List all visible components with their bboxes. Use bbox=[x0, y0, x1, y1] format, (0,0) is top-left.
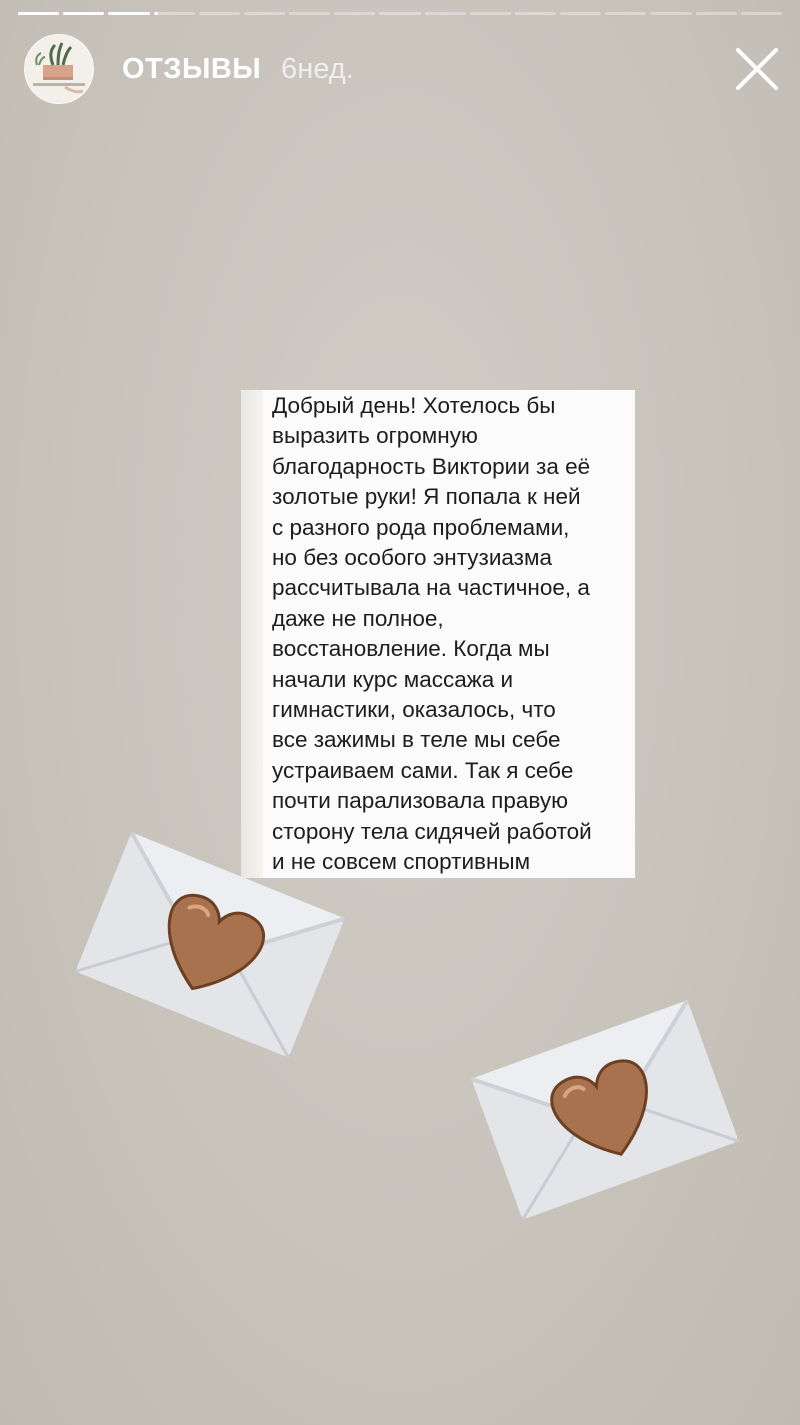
progress-segment-fill bbox=[18, 12, 59, 15]
progress-segment bbox=[244, 12, 285, 15]
plant-pot-avatar-icon bbox=[25, 35, 93, 103]
review-line: золотые руки! Я попала к ней bbox=[272, 484, 581, 510]
progress-segment bbox=[289, 12, 330, 15]
progress-segment bbox=[425, 12, 466, 15]
progress-segment bbox=[199, 12, 240, 15]
review-line: гимнастики, оказалось, что bbox=[272, 697, 556, 723]
review-line: сторону тела сидячей работой bbox=[272, 818, 592, 844]
review-line: начали курс массажа и bbox=[272, 666, 514, 692]
review-line: даже не полное, bbox=[272, 605, 444, 631]
story-header bbox=[24, 34, 354, 104]
progress-segment-fill bbox=[63, 12, 104, 15]
progress-segment bbox=[18, 12, 59, 15]
progress-segment bbox=[63, 12, 104, 15]
review-line: рассчитывала на частичное, а bbox=[272, 575, 590, 601]
progress-segment bbox=[650, 12, 691, 15]
review-screenshot bbox=[241, 390, 635, 878]
review-left-edge bbox=[241, 390, 263, 878]
review-line: с разного рода проблемами, bbox=[272, 514, 570, 540]
review-line: благодарность Виктории за её bbox=[272, 453, 591, 479]
progress-segment bbox=[560, 12, 601, 15]
progress-segment bbox=[696, 12, 737, 15]
love-letter-envelope-icon bbox=[70, 820, 350, 1070]
love-letter-envelope-icon bbox=[460, 990, 750, 1230]
progress-segment bbox=[108, 12, 149, 15]
story-progress-bar bbox=[18, 12, 782, 16]
progress-segment bbox=[470, 12, 511, 15]
progress-segment bbox=[605, 12, 646, 15]
progress-segment bbox=[515, 12, 556, 15]
progress-segment-fill bbox=[154, 12, 158, 15]
review-line: все зажимы в теле мы себе bbox=[272, 727, 561, 753]
close-button[interactable] bbox=[734, 46, 780, 92]
review-text bbox=[272, 390, 632, 878]
account-avatar[interactable] bbox=[24, 34, 94, 104]
close-icon bbox=[734, 46, 780, 92]
post-time: 6нед. bbox=[281, 52, 354, 85]
review-line: устраиваем сами. Так я себе bbox=[272, 757, 574, 783]
review-line: но без особого энтузиазма bbox=[272, 545, 552, 571]
progress-segment bbox=[379, 12, 420, 15]
account-name[interactable]: ОТЗЫВЫ bbox=[122, 52, 262, 85]
progress-segment bbox=[154, 12, 195, 15]
review-line: и не совсем спортивным bbox=[272, 849, 531, 875]
progress-segment-fill bbox=[108, 12, 149, 15]
review-line: Добрый день! Хотелось бы bbox=[272, 393, 556, 418]
progress-segment bbox=[334, 12, 375, 15]
review-line: выразить огромную bbox=[272, 423, 478, 449]
review-line: почти парализовала правую bbox=[272, 788, 568, 814]
progress-segment bbox=[741, 12, 782, 15]
review-line: восстановление. Когда мы bbox=[272, 636, 550, 662]
